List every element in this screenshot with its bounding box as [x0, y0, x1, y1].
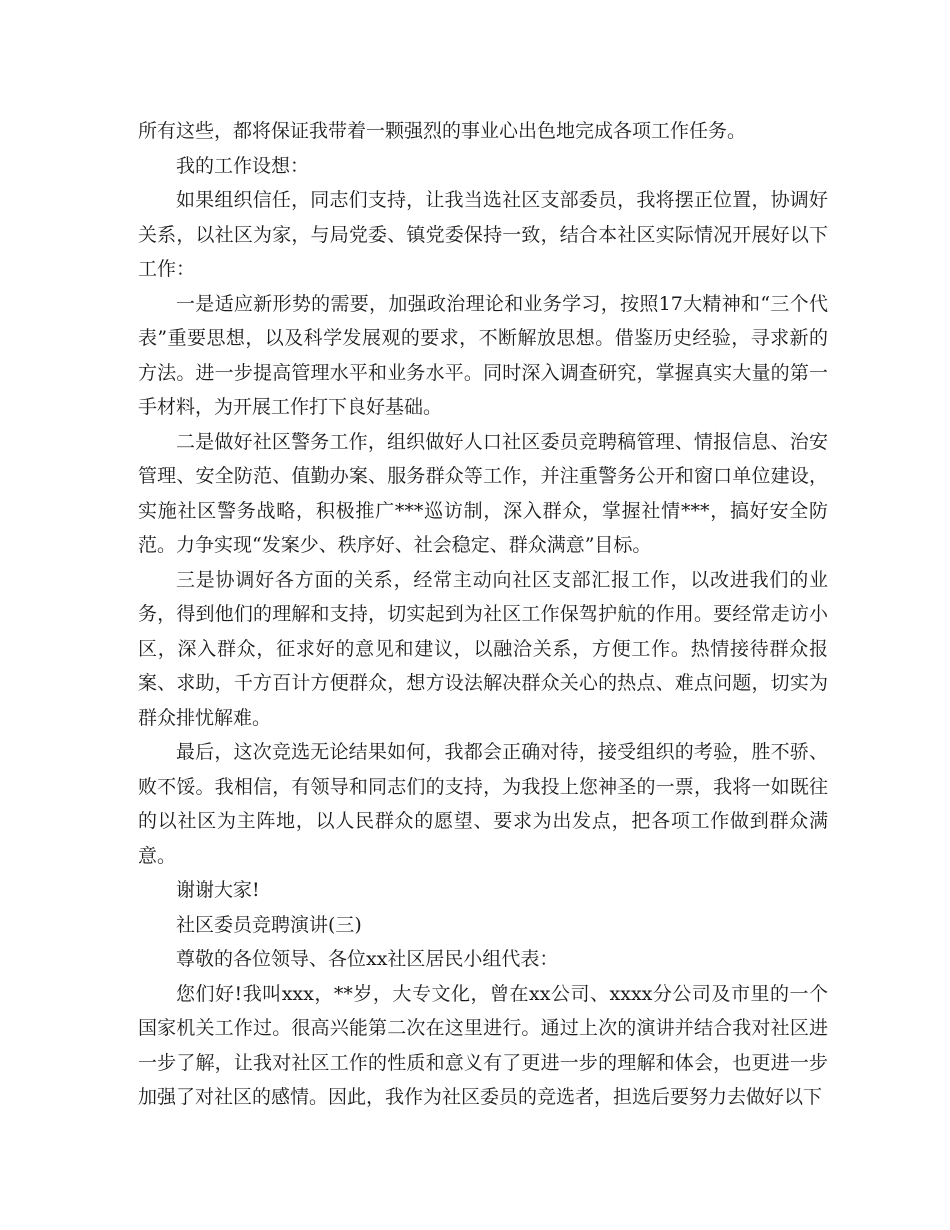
paragraph-point-three: 三是协调好各方面的关系，经常主动向社区支部汇报工作，以改进我们的业务，得到他们的理解和支持，切实起到为社区工作保驾护航的作用。要经常走访小区，深入群众，征求好的意见和建议，以融洽关系，方便工作。热情接待群众报案、求助，千方百计方便群众，想方设法解决群众关心的热点、难点问题，切实为群众排忧解难。 — [138, 568, 828, 729]
paragraph-thanks: 谢谢大家! — [176, 879, 260, 901]
section-title: 社区委员竞聘演讲(三) — [176, 913, 362, 936]
paragraph-self-introduction: 您们好!我叫xxx，**岁，大专文化，曾在xx公司、xxxx分公司及市里的一个国家机关工作过。很高兴能第二次在这里进行。通过上次的演讲并结合我对社区进一步了解，让我对社区工作的性质和意义有了更进一步的理解和体会，也更进一步加强了对社区的感情。因此，我作为社区委员的竞选者，担选后要努力去做好以下 — [138, 982, 828, 1108]
paragraph-closing: 最后，这次竞选无论结果如何，我都会正确对待，接受组织的考验，胜不骄、败不馁。我相信，有领导和同志们的支持，为我投上您神圣的一票，我将一如既往的以社区为主阵地，以人民群众的愿望、要求为出发点，把各项工作做到群众满意。 — [138, 741, 828, 867]
document-body — [138, 114, 828, 1115]
paragraph-salutation: 尊敬的各位领导、各位xx社区居民小组代表： — [176, 948, 559, 970]
paragraph-point-two: 二是做好社区警务工作，组织做好人口社区委员竞聘稿管理、情报信息、治安管理、安全防范、值勤办案、服务群众等工作，并注重警务公开和窗口单位建设，实施社区警务战略，积极推广***巡访制，深入群众，掌握社情***，搞好安全防范。力争实现“发案少、秩序好、社会稳定、群众满意”目标。 — [138, 430, 828, 556]
paragraph-continuation: 所有这些，都将保证我带着一颗强烈的事业心出色地完成各项工作任务。 — [138, 120, 747, 142]
paragraph-work-plan-heading: 我的工作设想： — [176, 154, 310, 177]
paragraph-intro: 如果组织信任，同志们支持，让我当选社区支部委员，我将摆正位置，协调好关系，以社区为家，与局党委、镇党委保持一致，结合本社区实际情况开展好以下工作： — [138, 189, 828, 280]
paragraph-point-one: 一是适应新形势的需要，加强政治理论和业务学习，按照17大精神和“三个代表”重要思想，以及科学发展观的要求，不断解放思想。借鉴历史经验，寻求新的方法。进一步提高管理水平和业务水平。同时深入调查研究，掌握真实大量的第一手材料，为开展工作打下良好基础。 — [138, 292, 828, 418]
